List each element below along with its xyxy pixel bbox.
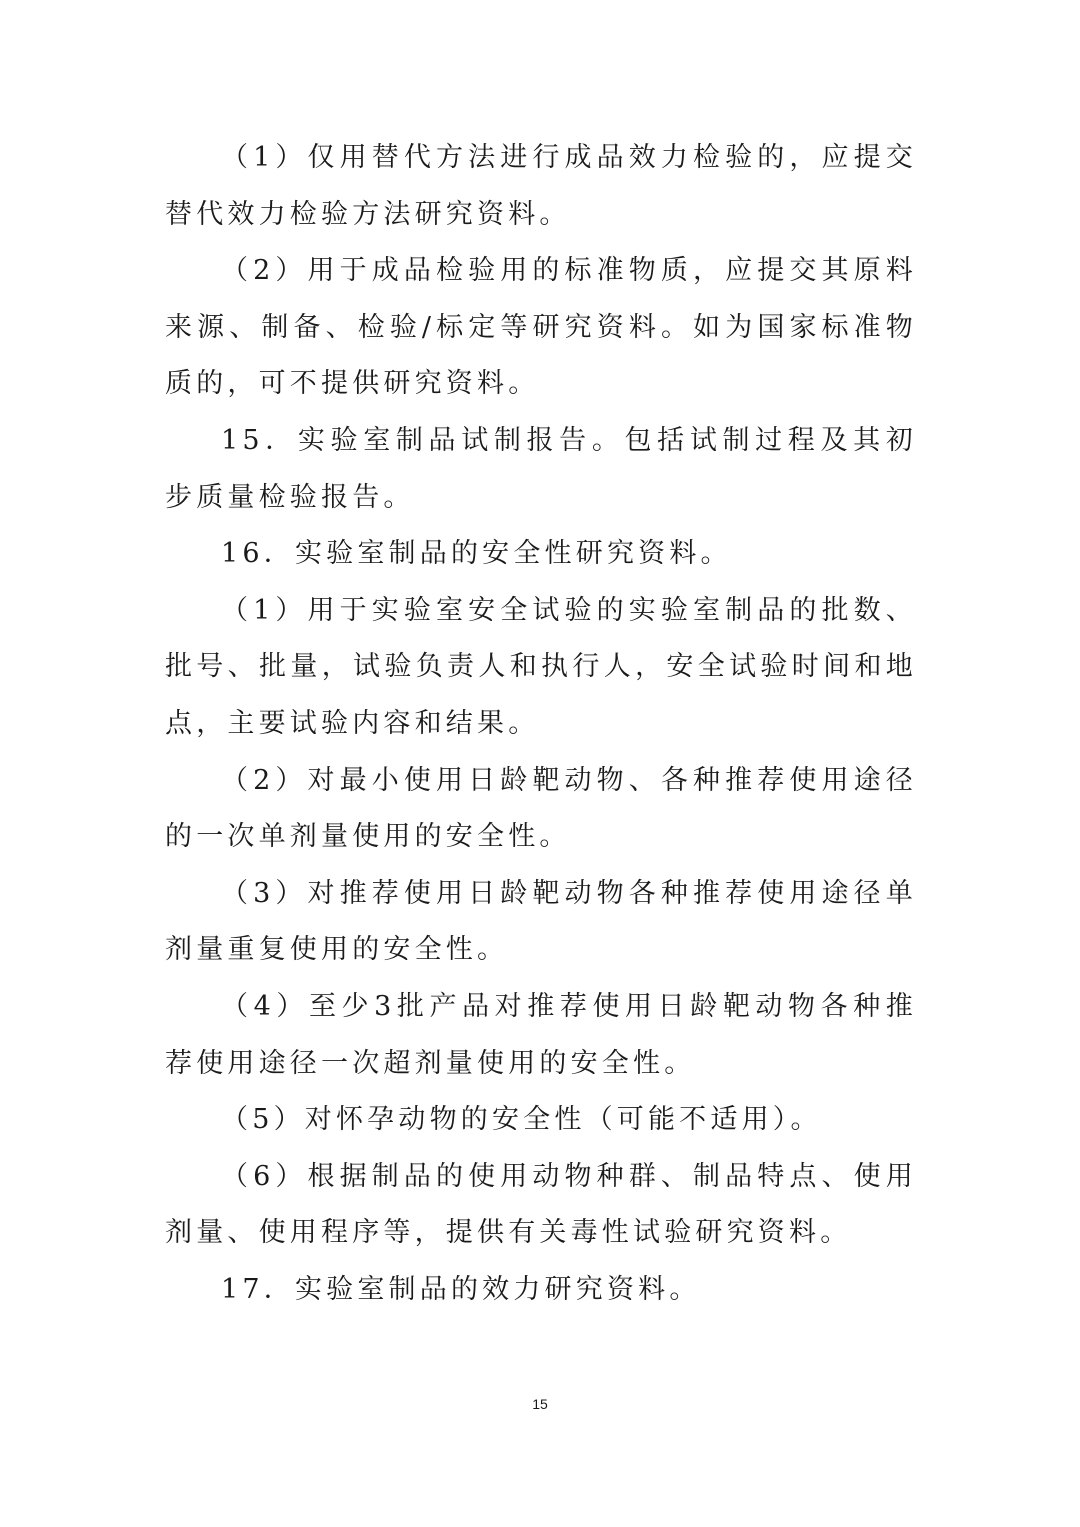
paragraph-repeat-dose-safety: （3）对推荐使用日龄靶动物各种推荐使用途径单剂量重复使用的安全性。 xyxy=(165,877,917,966)
paragraph-toxicity-studies: （6）根据制品的使用动物种群、制品特点、使用剂量、使用程序等，提供有关毒性试验研究资料。 xyxy=(165,1160,917,1249)
paragraph-overdose-safety: （4）至少3批产品对推荐使用日龄靶动物各种推荐使用途径一次超剂量使用的安全性。 xyxy=(165,990,917,1079)
paragraph-item-15: 15．实验室制品试制报告。包括试制过程及其初步质量检验报告。 xyxy=(165,424,917,513)
document-body xyxy=(165,130,917,1318)
paragraph-item-16: 16．实验室制品的安全性研究资料。 xyxy=(221,538,732,570)
paragraph-single-dose-safety: （2）对最小使用日龄靶动物、各种推荐使用途径的一次单剂量使用的安全性。 xyxy=(165,764,917,853)
paragraph-item-17: 17．实验室制品的效力研究资料。 xyxy=(221,1273,701,1305)
paragraph-reference-material: （2）用于成品检验用的标准物质，应提交其原料来源、制备、检验/标定等研究资料。如为国家标准物质的，可不提供研究资料。 xyxy=(165,255,917,400)
paragraph-safety-batches: （1）用于实验室安全试验的实验室制品的批数、批号、批量，试验负责人和执行人，安全试验时间和地点，主要试验内容和结果。 xyxy=(165,594,917,739)
paragraph-pregnancy-safety: （5）对怀孕动物的安全性（可能不适用）。 xyxy=(221,1104,822,1136)
page-number: 15 xyxy=(532,1396,548,1412)
paragraph-replacement-method: （1）仅用替代方法进行成品效力检验的，应提交替代效力检验方法研究资料。 xyxy=(165,142,917,230)
